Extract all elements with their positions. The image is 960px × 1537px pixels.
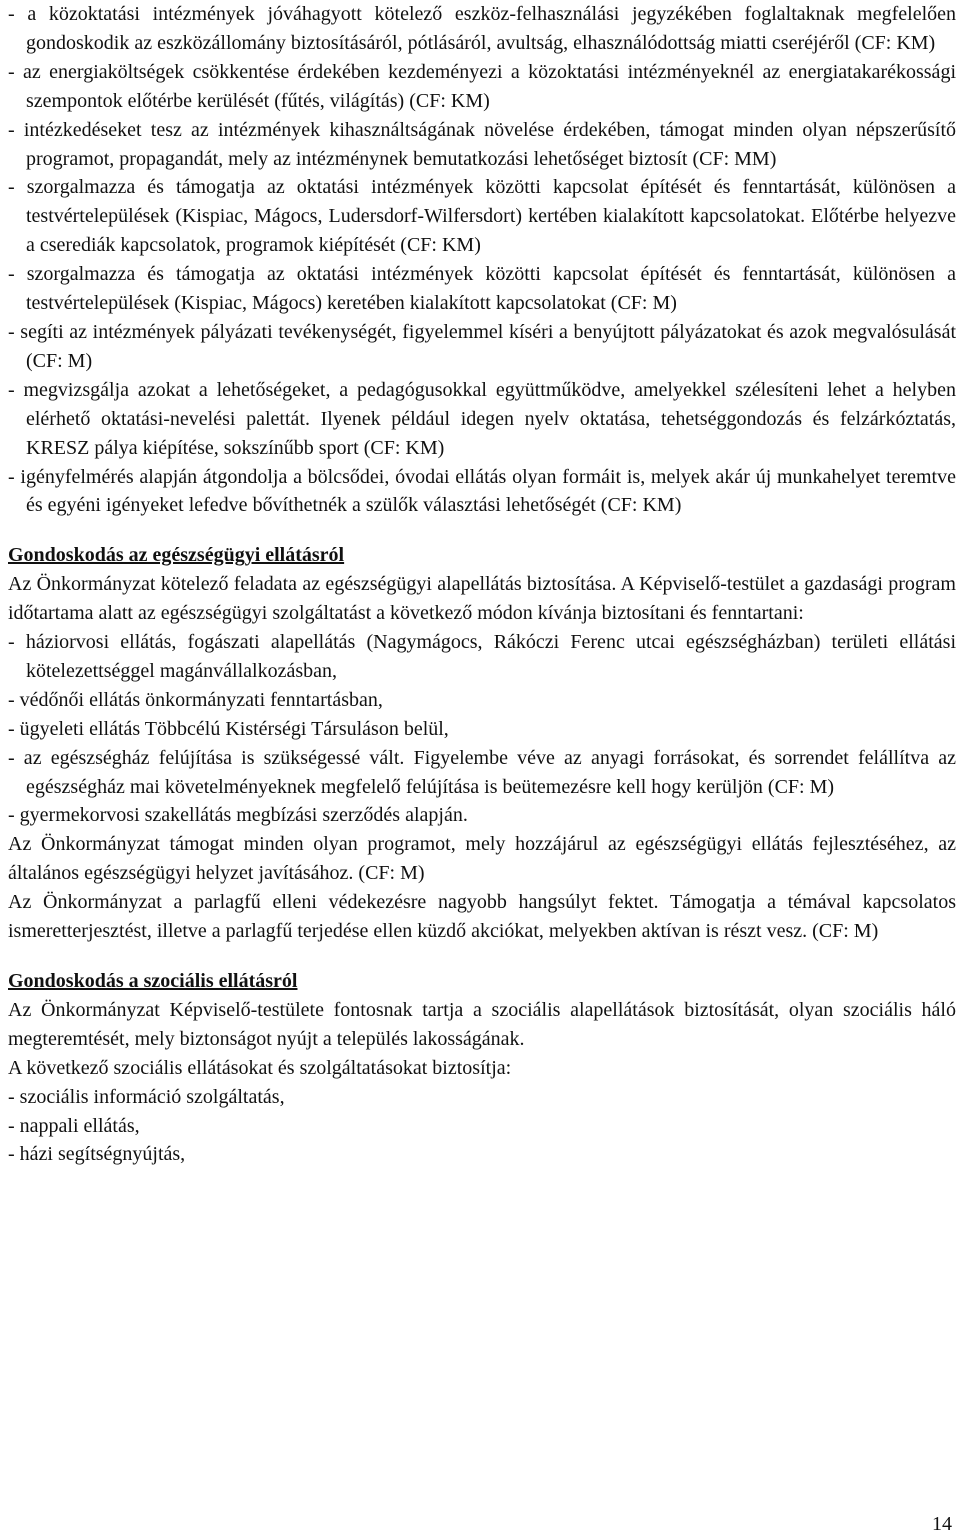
document-page	[8, 0, 956, 1169]
ragweed-paragraph: Az Önkormányzat a parlagfű elleni védekezésre nagyobb hangsúlyt fektet. Támogatja a témával kapcsolatos ismeretterjesztést, illetve a parlagfű terjedése ellen küzdő akciókat, melyekben aktívan is részt vesz. (CF: M)	[8, 891, 956, 943]
education-measures-list	[8, 0, 956, 520]
social-intro-paragraph: Az Önkormányzat Képviselő-testülete fontosnak tartja a szociális alapellátások biztosítását, olyan szociális háló megteremtését, mely biztonságot nyújt a település lakosságának.	[8, 998, 956, 1050]
page-number: 14	[932, 1513, 952, 1535]
list-item: - megvizsgálja azokat a lehetőségeket, a pedagógusokkal együttműködve, amelyekkel szélesíteni lehet a helyben elérhető oktatási-nevelési palettát. Ilyenek például idegen nyelv oktatása, tehetséggondozás és felzárkóztatás, KRESZ pálya kiépítése, sokszínűbb sport (CF: KM)	[8, 378, 956, 459]
list-item: - az energiaköltségek csökkentése érdekében kezdeményezi a közoktatási intézményeknél az energiatakarékossági szempontok előtérbe kerülését (fűtés, világítás) (CF: KM)	[8, 60, 956, 112]
list-item: - az egészségház felújítása is szükségessé vált. Figyelembe véve az anyagi forrásokat, és sorrendet felállítva az egészségház mai követelményeknek megfelelő felújítása is beütemezésre kell hogy kerüljön (CF: M)	[8, 746, 956, 798]
list-item: - háziorvosi ellátás, fogászati alapellátás (Nagymágocs, Rákóczi Ferenc utcai egészségházban) területi ellátási kötelezettséggel magánvállalkozásban,	[8, 631, 956, 682]
list-item: - szorgalmazza és támogatja az oktatási intézmények közötti kapcsolat építését és fenntartását, különösen a testvértelepülések (Kispiac, Mágocs, Ludersdorf-Wilfersdort) kertében kialakított kapcsolatokat. Előtérbe helyezve a cserediák kapcsolatok, programok kiépítését (CF: KM)	[8, 176, 956, 257]
list-item: - segíti az intézmények pályázati tevékenységét, figyelemmel kíséri a benyújtott pályázatokat és azok megvalósulását (CF: M)	[8, 320, 956, 372]
list-item: - intézkedéseket tesz az intézmények kihasználtságának növelése érdekében, támogat minden olyan népszerűsítő programot, propagandát, mely az intézménynek bemutatkozási lehetőséget biztosít (CF: MM)	[8, 118, 956, 170]
list-item: - házi segítségnyújtás,	[8, 1143, 186, 1166]
health-support-paragraph: Az Önkormányzat támogat minden olyan programot, mely hozzájárul az egészségügyi ellátás fejlesztéséhez, az általános egészségügyi helyzet javításához. (CF: M)	[8, 833, 956, 885]
list-item: - gyermekorvosi szakellátás megbízási szerződés alapján.	[8, 804, 468, 827]
list-item: - ügyeleti ellátás Többcélú Kistérségi Társuláson belül,	[8, 717, 449, 740]
social-section	[8, 967, 956, 1169]
list-item: - szorgalmazza és támogatja az oktatási intézmények közötti kapcsolat építését és fenntartását, különösen a testvértelepülések (Kispiac, Mágocs) keretében kialakított kapcsolatokat (CF: M)	[8, 263, 956, 315]
list-item: - védőnői ellátás önkormányzati fenntartásban,	[8, 688, 383, 711]
health-intro-paragraph: Az Önkormányzat kötelező feladata az egészségügyi alapellátás biztosítása. A Képviselő-testület a gazdasági program időtartama alatt az egészségügyi szolgáltatást a következő módon kívánja biztosítani és fenntartani:	[8, 573, 956, 625]
list-item: - nappali ellátás,	[8, 1114, 140, 1137]
list-item: - a közoktatási intézmények jóváhagyott kötelező eszköz-felhasználási jegyzékében foglaltaknak megfelelően gondoskodik az eszközállomány biztosításáról, pótlásáról, avultság, elhasználódottság miatti cseréjéről (CF: KM)	[8, 3, 956, 54]
social-section-heading: Gondoskodás a szociális ellátásról	[8, 970, 298, 992]
list-item: - igényfelmérés alapján átgondolja a bölcsődei, óvodai ellátás olyan formáit is, melyek akár új munkahelyet teremtve és egyéni igényeket lefedve bővíthetnék a szülők választási lehetőségét (CF: KM)	[8, 465, 956, 517]
social-lead-paragraph: A következő szociális ellátásokat és szolgáltatásokat biztosítja:	[8, 1056, 512, 1079]
health-section-heading: Gondoskodás az egészségügyi ellátásról	[8, 544, 345, 567]
list-item: - szociális információ szolgáltatás,	[8, 1085, 285, 1108]
health-section	[8, 541, 956, 946]
